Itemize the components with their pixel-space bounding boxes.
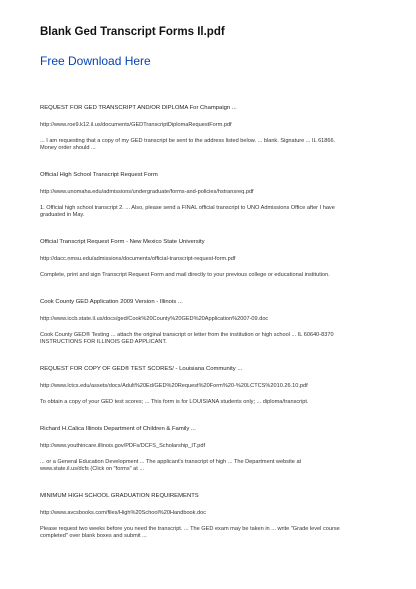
result-url[interactable]: http://www.avcsbooks.com/files/High%20School%20Handbook.doc bbox=[40, 510, 207, 516]
result-title: REQUEST FOR COPY OF GED® TEST SCORES/ - Louisiana Community ... bbox=[40, 366, 243, 372]
result-entry bbox=[40, 492, 380, 540]
result-url[interactable]: http://www.unomaha.edu/admissions/undergraduate/forms-and-policies/hstransreq.pdf bbox=[40, 189, 254, 195]
result-snippet: Complete, print and sign Transcript Request Form and mail directly to your previous college or educational institution. bbox=[40, 272, 330, 278]
document-title: Blank Ged Transcript Forms Il.pdf bbox=[40, 26, 225, 38]
result-title: Richard H.Calica Illinois Department of Children & Family ... bbox=[40, 426, 196, 432]
result-title: Official Transcript Request Form - New Mexico State University bbox=[40, 239, 205, 245]
free-download-link[interactable]: Free Download Here bbox=[40, 54, 151, 68]
result-entry bbox=[40, 104, 380, 152]
result-entry bbox=[40, 238, 380, 279]
result-url[interactable]: http://www.iccb.state.il.us/docs/ged/Cook%20County%20GED%20Application%2007-09.doc bbox=[40, 316, 269, 322]
result-url[interactable]: http://www.lctcs.edu/assets/docs/Adult%20Ed/GED%20Request%20Form%20-%20LCTCS%2010.26.10.pdf bbox=[40, 383, 308, 389]
result-url[interactable]: http://www.youthincare.illinois.gov/PDFs/DCFS_Scholarship_IT.pdf bbox=[40, 443, 206, 449]
result-url[interactable]: http://dacc.nmsu.edu/admissions/documents/official-transcript-request-form.pdf bbox=[40, 256, 236, 262]
result-snippet: ... I am requesting that a copy of my GED transcript be sent to the address listed below. ... blank. Signature ... IL 61866. Money order should ... bbox=[40, 138, 336, 151]
result-url[interactable]: http://www.roe9.k12.il.us/documents/GEDTranscriptDiplomaRequestForm.pdf bbox=[40, 122, 232, 128]
result-title: Cook County GED Application 2009 Version - Illinois ... bbox=[40, 299, 183, 305]
result-title: Official High School Transcript Request Form bbox=[40, 172, 158, 178]
result-title: REQUEST FOR GED TRANSCRIPT AND/OR DIPLOMA For Champaign ... bbox=[40, 105, 237, 111]
result-snippet: 1. Official high school transcript 2. ... Also, please send a FINAL official transcript to UNO Admissions Office after I have graduated in May. bbox=[40, 205, 335, 218]
result-snippet: Please request two weeks before you need the transcript. ... The GED exam may be taken in ... write "Grade level course completed" over blank boxes and submit ... bbox=[40, 526, 340, 539]
result-snippet: To obtain a copy of your GED test scores; ... This form is for LOUISIANA students only; ... diploma/transcript. bbox=[40, 399, 309, 405]
result-title: MINIMUM HIGH SCHOOL GRADUATION REQUIREMENTS bbox=[40, 493, 199, 499]
result-snippet: Cook County GED® Testing ... attach the original transcript or letter from the institution or high school ... IL 60640-8370 INSTRUCTIONS FOR ILLINOIS GED APPLICANT. bbox=[40, 332, 334, 345]
result-snippet: ... or a General Education Development ... The applicant's transcript of high ... The Department website at www.state.il.us/dcfs (Click on "forms" at ... bbox=[40, 459, 302, 472]
result-entry bbox=[40, 425, 380, 473]
result-entry bbox=[40, 171, 380, 219]
result-entry bbox=[40, 365, 380, 406]
result-entry bbox=[40, 298, 380, 346]
search-results-list bbox=[40, 104, 380, 559]
